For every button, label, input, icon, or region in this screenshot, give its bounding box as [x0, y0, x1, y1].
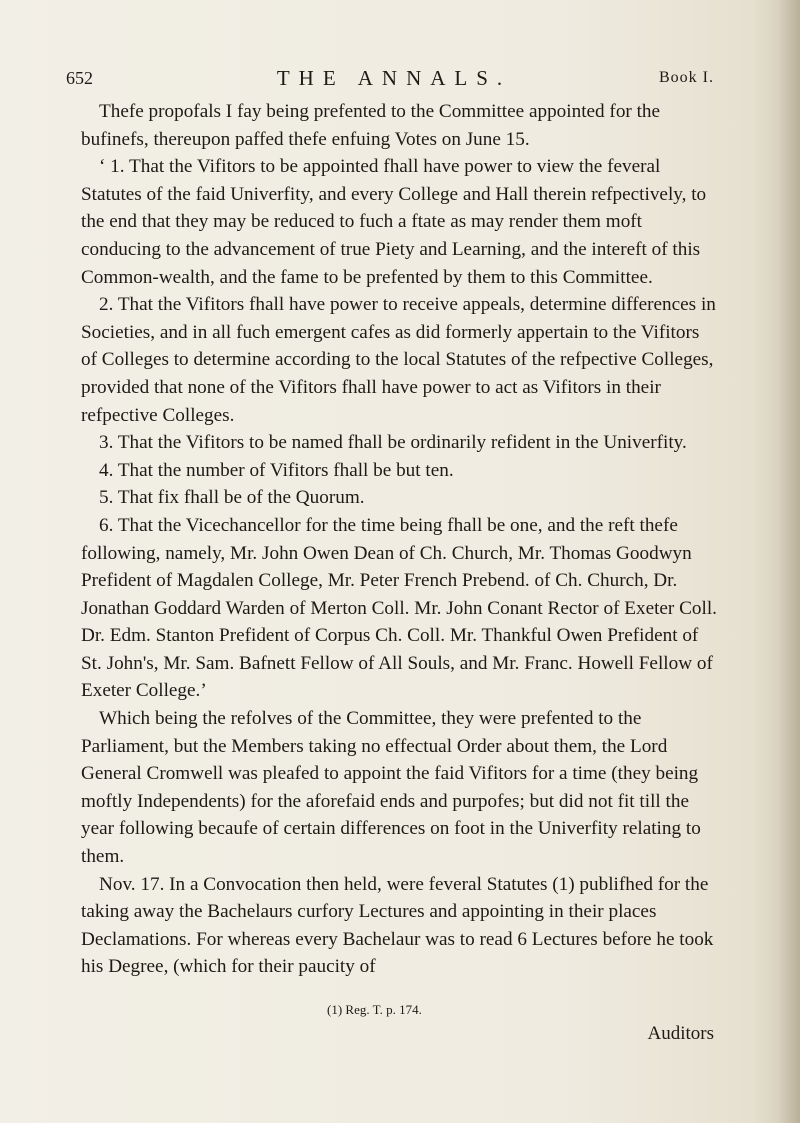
- body-text: [81, 98, 717, 981]
- paragraph-resolves: Which being the refolves of the Committee, they were prefented to the Parliament, but the Members taking no effectual Order about them, the Lord General Cromwell was pleafed to appoint the faid Vifitors for a time (they being moftly Independents) for the aforefaid ends and purpofes; but did not fit till the year following becaufe of certain differences on foot in the Univerfity relating to them.: [81, 708, 701, 868]
- book-reference: Book I.: [659, 69, 714, 86]
- catchword: Auditors: [647, 1023, 714, 1044]
- paragraph-intro: Thefe propofals I fay being prefented to the Committee appointed for the bufinefs, thereupon paffed thefe enfuing Votes on June 15.: [81, 101, 661, 150]
- vote-2: 2. That the Vifitors fhall have power to receive appeals, determine differences in Societies, and in all fuch emergent cafes as did formerly appertain to the Vifitors of Colleges to determine according to the local Statutes of the refpective Colleges, provided that none of the Vifitors fhall have power to act as Vifitors in their refpective Colleges.: [81, 294, 716, 426]
- vote-1: ‘ 1. That the Vifitors to be appointed fhall have power to view the feveral Statutes of the faid Univerfity, and every College and Hall therein refpectively, to the end that they may be reduced to fuch a ftate as may render them moft conducing to the advancement of true Piety and Learning, and the intereft of this Common-wealth, and the fame to be prefented by them to this Committee.: [81, 156, 707, 288]
- vote-4: 4. That the number of Vifitors fhall be but ten.: [99, 459, 454, 481]
- vote-5: 5. That fix fhall be of the Quorum.: [99, 487, 365, 509]
- running-title: THE ANNALS.: [276, 66, 512, 90]
- paragraph-convocation: Nov. 17. In a Convocation then held, were feveral Statutes (1) publifhed for the taking away the Bachelaurs curfory Lectures and appointing in their places Declamations. For whereas every Bachelaur was to read 6 Lectures before he took his Degree, (which for their paucity of: [81, 873, 714, 978]
- page-number: 652: [66, 68, 93, 88]
- vote-6: 6. That the Vicechancellor for the time being fhall be one, and the reft thefe following, namely, Mr. John Owen Dean of Ch. Church, Mr. Thomas Goodwyn Prefident of Magdalen College, Mr. Peter French Prebend. of Ch. Church, Dr. Jonathan Goddard Warden of Merton Coll. Mr. John Conant Rector of Exeter Coll. Dr. Edm. Stanton Prefident of Corpus Ch. Coll. Mr. Thankful Owen Prefident of St. John's, Mr. Sam. Bafnett Fellow of All Souls, and Mr. Franc. Howell Fellow of Exeter College.’: [81, 514, 717, 702]
- page-edge-shadow: [778, 0, 800, 1123]
- vote-3: 3. That the Vifitors to be named fhall be ordinarily refident in the Univerfity.: [99, 432, 687, 454]
- footnote: (1) Reg. T. p. 174.: [327, 1002, 422, 1017]
- running-header: [66, 66, 714, 96]
